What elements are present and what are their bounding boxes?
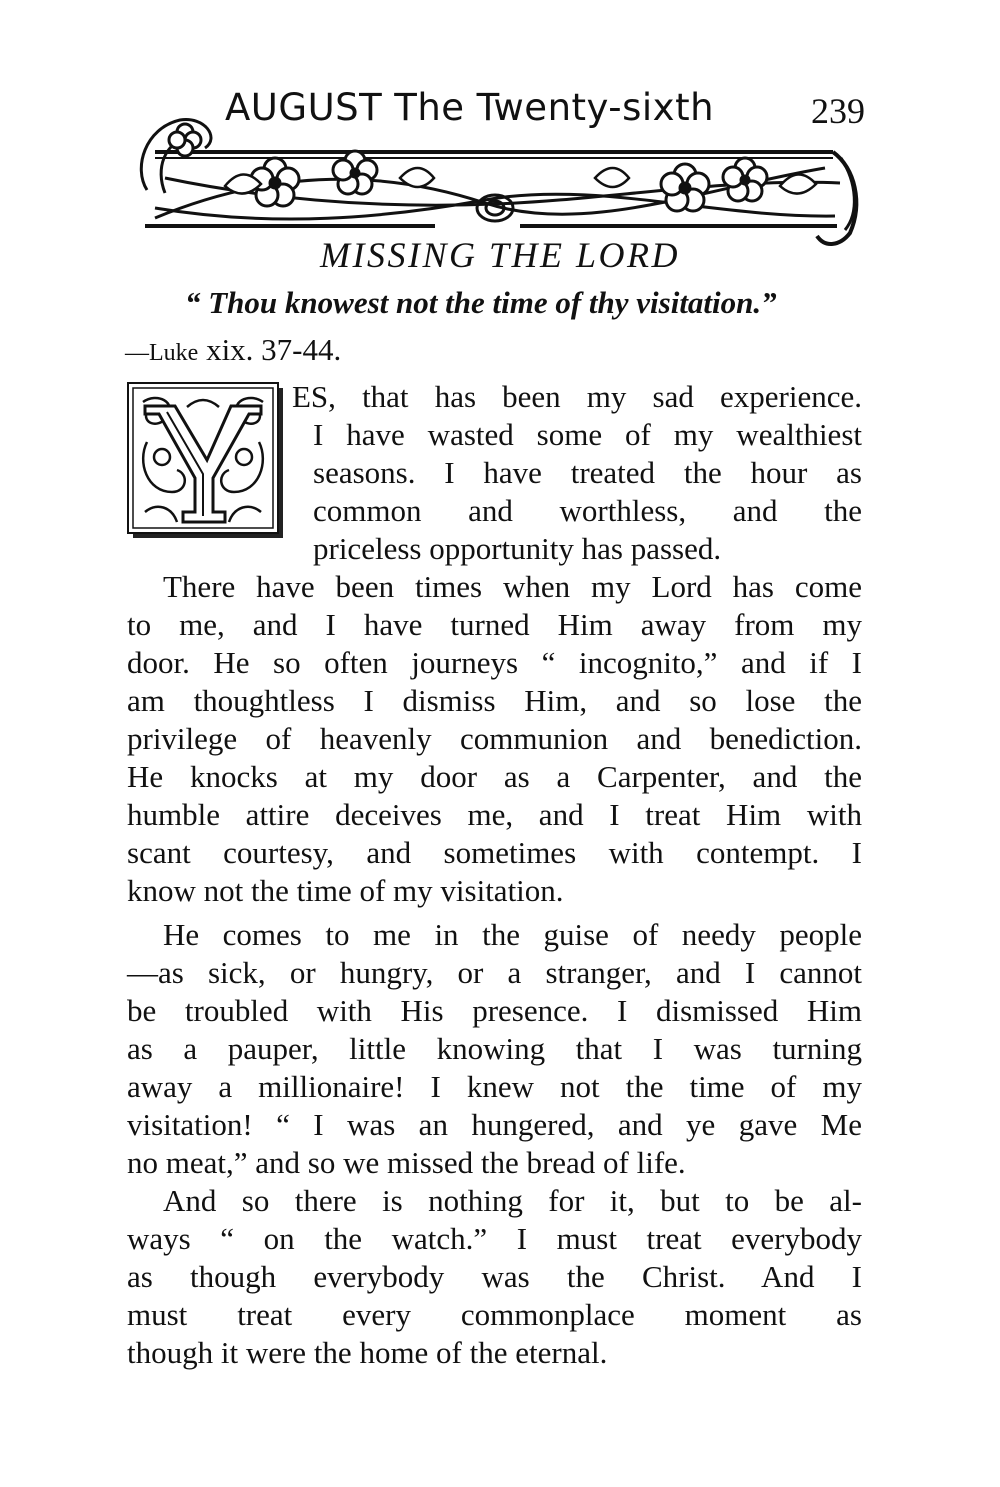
body-line: though it were the home of the eternal. bbox=[127, 1335, 608, 1370]
body-line: He knocks at my door as a Carpenter, and the bbox=[127, 759, 862, 794]
reference-citation: xix. 37-44. bbox=[206, 332, 342, 367]
body-line: as a pauper, little knowing that I was turning bbox=[127, 1031, 862, 1066]
body-line: away a millionaire! I knew not the time of my bbox=[127, 1069, 862, 1104]
body-line: to me, and I have turned Him away from my bbox=[127, 607, 862, 642]
header-day: Twenty-sixth bbox=[476, 86, 715, 129]
body-line: am thoughtless I dismiss Him, and so lose the bbox=[127, 683, 862, 718]
body-line: common and worthless, and the bbox=[313, 493, 862, 528]
epigraph: “ Thou knowest not the time of thy visitation.” bbox=[185, 285, 777, 320]
page-number: 239 bbox=[811, 91, 865, 131]
decorated-dropcap bbox=[127, 382, 287, 542]
floral-header-ornament bbox=[125, 108, 865, 250]
body-line: I have wasted some of my wealthiest bbox=[313, 417, 862, 452]
body-line: as though everybody was the Christ. And I bbox=[127, 1259, 862, 1294]
body-line: humble attire deceives me, and I treat Him with bbox=[127, 797, 862, 832]
body-line: —as sick, or hungry, or a stranger, and I cannot bbox=[127, 955, 862, 990]
header-the: The bbox=[394, 86, 465, 129]
page-header bbox=[125, 78, 865, 250]
body-line: privilege of heavenly communion and benediction. bbox=[127, 721, 862, 756]
body-line: priceless opportunity has passed. bbox=[313, 531, 722, 566]
body-line: scant courtesy, and sometimes with contempt. I bbox=[127, 835, 862, 870]
dropcap-ornament bbox=[127, 382, 279, 534]
scripture-reference bbox=[125, 332, 341, 368]
body-line: ES, that has been my sad experience. bbox=[292, 379, 862, 414]
body-line: be troubled with His presence. I dismissed Him bbox=[127, 993, 862, 1028]
body-line: seasons. I have treated the hour as bbox=[313, 455, 862, 490]
header-month: AUGUST bbox=[225, 86, 383, 129]
body-line: There have been times when my Lord has come bbox=[163, 569, 862, 604]
body-line: must treat every commonplace moment as bbox=[127, 1297, 862, 1332]
body-line: no meat,” and so we missed the bread of life. bbox=[127, 1145, 686, 1180]
chapter-title: MISSING THE LORD bbox=[320, 235, 680, 275]
body-line: know not the time of my visitation. bbox=[127, 873, 564, 908]
body-line: ways “ on the watch.” I must treat everybody bbox=[127, 1221, 862, 1256]
body-line: visitation! “ I was an hungered, and ye gave Me bbox=[127, 1107, 862, 1142]
body-line: And so there is nothing for it, but to be al- bbox=[163, 1183, 862, 1218]
body-line: He comes to me in the guise of needy people bbox=[163, 917, 862, 952]
body-line: door. He so often journeys “ incognito,” and if I bbox=[127, 645, 862, 680]
reference-book: —Luke bbox=[125, 340, 199, 366]
